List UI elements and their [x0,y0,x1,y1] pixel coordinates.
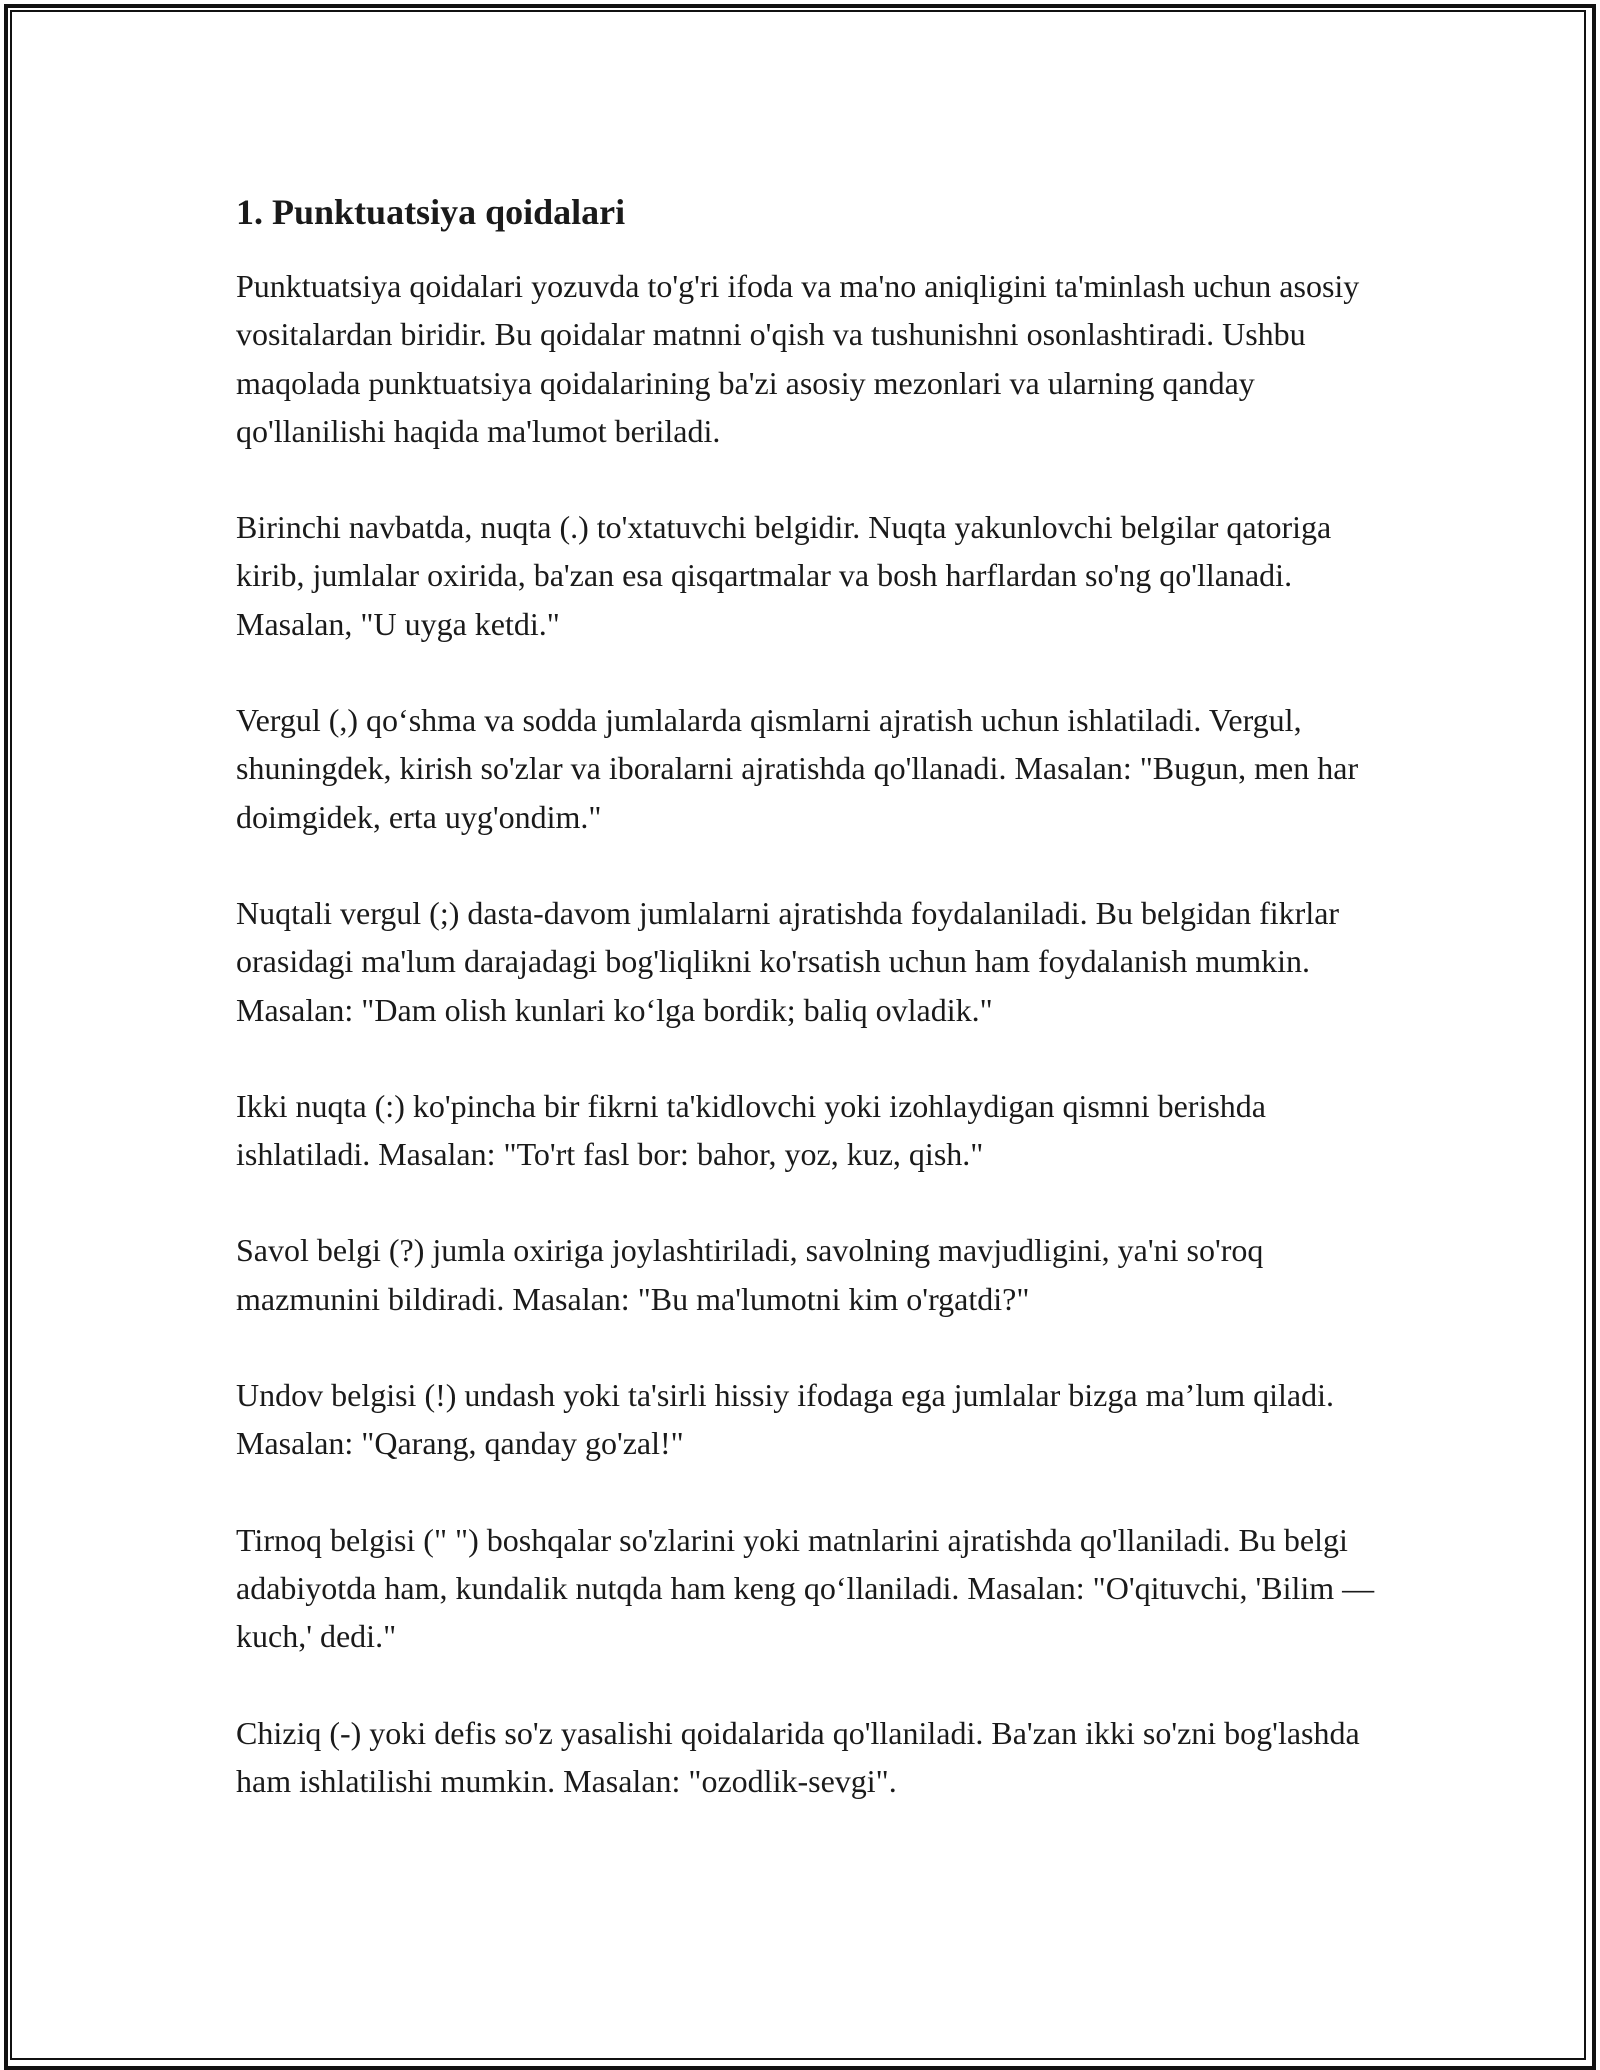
paragraph-period: Birinchi navbatda, nuqta (.) to'xtatuvchi belgidir. Nuqta yakunlovchi belgilar qatoriga kirib, jumlalar oxirida, ba'zan esa qisqartmalar va bosh harflardan so'ng qo'llanadi. Masalan, "U uyga ketdi." [236,509,1332,642]
paragraph-intro: Punktuatsiya qoidalari yozuvda to'g'ri ifoda va ma'no aniqligini ta'minlash uchun asosiy vositalardan biridir. Bu qoidalar matnni o'qish va tushunishni osonlashtiradi. Ushbu maqolada punktuatsiya qoidalarining ba'zi asosiy mezonlari va ularning qanday qo'llanilishi haqida ma'lumot beriladi. [236,268,1360,449]
paragraph-dash-hyphen: Chiziq (-) yoki defis so'z yasalishi qoidalarida qo'llaniladi. Ba'zan ikki so'zni bog'lashda ham ishlatilishi mumkin. Masalan: "ozodlik-sevgi". [236,1714,1360,1799]
paragraph-exclamation-mark: Undov belgisi (!) undash yoki ta'sirli hissiy ifodaga ega jumlalar bizga ma’lum qiladi. Masalan: "Qarang, qanday go'zal!" [236,1377,1334,1462]
section-heading: 1. Punktuatsiya qoidalari [236,192,626,232]
paragraph-semicolon: Nuqtali vergul (;) dasta-davom jumlalarni ajratishda foydalaniladi. Bu belgidan fikrlar orasidagi ma'lum darajadagi bog'liqlikni ko'rsatish uchun ham foydalanish mumkin. Masalan: "Dam olish kunlari ko‘lga bordik; baliq ovladik." [236,894,1340,1028]
paragraph-question-mark: Savol belgi (?) jumla oxiriga joylashtiriladi, savolning mavjudligini, ya'ni so'roq mazmunini bildiradi. Masalan: "Bu ma'lumotni kim o'rgatdi?" [236,1232,1264,1317]
paragraph-comma: Vergul (,) qo‘shma va sodda jumlalarda qismlarni ajratish uchun ishlatiladi. Vergul, shuningdek, kirish so'zlar va iboralarni ajratishda qo'llanadi. Masalan: "Bugun, men har doimgidek, erta uyg'ondim." [236,702,1359,835]
paragraph-colon: Ikki nuqta (:) ko'pincha bir fikrni ta'kidlovchi yoki izohlaydigan qismni berishda ishlatiladi. Masalan: "To'rt fasl bor: bahor, yoz, kuz, qish." [236,1087,1266,1173]
document-body [236,188,1376,1805]
paragraph-quotation-marks: Tirnoq belgisi (" ") boshqalar so'zlarini yoki matnlarini ajratishda qo'llaniladi. Bu belgi adabiyotda ham, kundalik nutqda ham keng qo‘llaniladi. Masalan: "O'qituvchi, 'Bilim — kuch,' dedi." [236,1521,1375,1655]
